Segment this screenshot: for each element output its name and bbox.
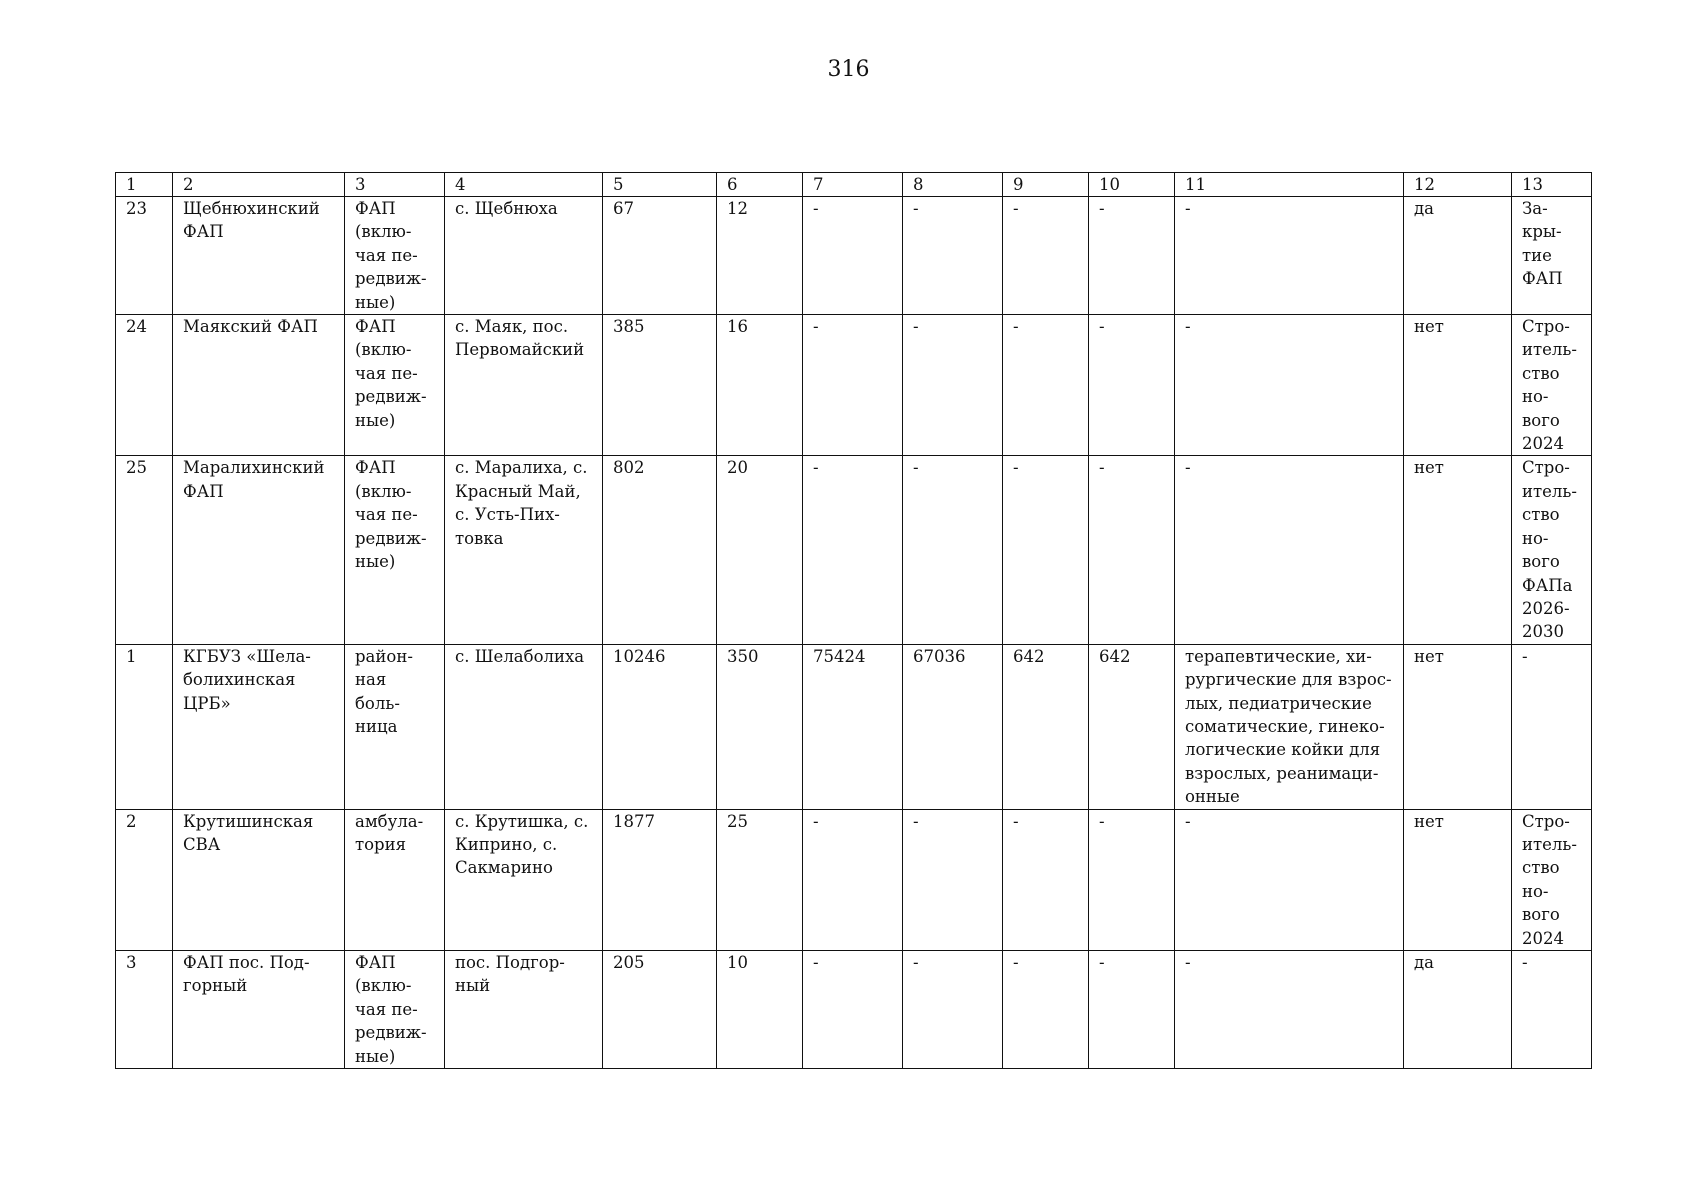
table-cell-col-8: [903, 644, 1003, 809]
table-row: [116, 315, 1592, 456]
cell-text-line: болихинская: [183, 670, 296, 690]
cell-text-line: ство: [1522, 505, 1560, 525]
cell-text-line: 1: [126, 646, 137, 666]
table-cell-col-8: [903, 951, 1003, 1069]
cell-text-line: район-: [355, 646, 413, 666]
table-cell-col-10: [1089, 197, 1175, 315]
cell-text-line: -: [1013, 953, 1019, 972]
cell-text-line: Красный Май,: [455, 481, 581, 501]
cell-text-line: Маралихинский: [183, 458, 325, 478]
cell-text-line: чая пе-: [355, 363, 418, 383]
cell-text-line: 25: [727, 811, 748, 831]
cell-text-line: с. Усть-Пих-: [455, 505, 560, 525]
cell-text-line: но-: [1522, 528, 1549, 548]
table-cell-col-9: [1003, 644, 1089, 809]
cell-text-line: ФАП пос. Под-: [183, 953, 310, 972]
table-cell-col-8: [903, 197, 1003, 315]
cell-text-line: 2: [126, 811, 137, 831]
cell-text-line: (вклю-: [355, 976, 412, 996]
table-row: [116, 951, 1592, 1069]
header-cell-12: 12: [1404, 173, 1512, 197]
table-cell-col-11: [1175, 951, 1404, 1069]
cell-text-line: амбула-: [355, 811, 424, 831]
table-cell-col-13: [1512, 644, 1592, 809]
table-cell-col-3: [345, 456, 445, 644]
header-cell-2: 2: [173, 173, 345, 197]
header-cell-10: 10: [1089, 173, 1175, 197]
table-row: [116, 809, 1592, 950]
cell-text-line: Стро-: [1522, 458, 1570, 478]
table-cell-col-13: [1512, 809, 1592, 950]
table-cell-col-13: [1512, 951, 1592, 1069]
table-cell-col-11: [1175, 315, 1404, 456]
table-cell-col-2: [173, 197, 345, 315]
cell-text-line: ФАП: [355, 458, 396, 478]
table-cell-col-5: [603, 197, 717, 315]
cell-text-line: 10: [727, 953, 748, 972]
cell-text-line: -: [1185, 811, 1191, 831]
table-cell-col-9: [1003, 315, 1089, 456]
cell-text-line: но-: [1522, 881, 1549, 901]
table-cell-col-1: [116, 951, 173, 1069]
cell-text-line: -: [813, 811, 819, 831]
cell-text-line: -: [1185, 317, 1191, 337]
cell-text-line: ная: [355, 670, 387, 690]
table-cell-col-1: [116, 809, 173, 950]
table-cell-col-11: [1175, 456, 1404, 644]
table-cell-col-9: [1003, 197, 1089, 315]
header-cell-7: 7: [803, 173, 903, 197]
table-cell-col-7: [803, 315, 903, 456]
cell-text-line: вого: [1522, 552, 1560, 572]
cell-text-line: ФАП: [355, 953, 396, 972]
table-cell-col-4: [445, 951, 603, 1069]
table-cell-col-1: [116, 456, 173, 644]
header-cell-1: 1: [116, 173, 173, 197]
cell-text-line: с. Маралиха, с.: [455, 458, 588, 478]
cell-text-line: 385: [613, 317, 645, 337]
cell-text-line: кры-: [1522, 222, 1562, 242]
cell-text-line: нет: [1414, 646, 1444, 666]
cell-text-line: чая пе-: [355, 245, 418, 265]
cell-text-line: -: [913, 811, 919, 831]
cell-text-line: тие: [1522, 245, 1552, 265]
cell-text-line: чая пе-: [355, 505, 418, 525]
cell-text-line: с. Шелаболиха: [455, 646, 585, 666]
cell-text-line: 12: [727, 199, 748, 218]
cell-text-line: ФАП: [355, 317, 396, 337]
cell-text-line: Киприно, с.: [455, 834, 558, 854]
cell-text-line: -: [1185, 458, 1191, 478]
cell-text-line: редвиж-: [355, 1023, 427, 1043]
cell-text-line: 10246: [613, 646, 666, 666]
cell-text-line: -: [813, 199, 819, 218]
cell-text-line: ница: [355, 716, 398, 736]
table-cell-col-3: [345, 197, 445, 315]
cell-text-line: но-: [1522, 387, 1549, 407]
table-cell-col-10: [1089, 315, 1175, 456]
table-cell-col-3: [345, 809, 445, 950]
cell-text-line: с. Щебнюха: [455, 199, 558, 218]
cell-text-line: -: [1522, 646, 1528, 666]
cell-text-line: лых, педиатрические: [1185, 693, 1372, 713]
table-cell-col-13: [1512, 315, 1592, 456]
table-cell-col-8: [903, 809, 1003, 950]
cell-text-line: 75424: [813, 646, 866, 666]
table-cell-col-12: [1404, 951, 1512, 1069]
cell-text-line: Первомайский: [455, 340, 585, 360]
cell-text-line: -: [913, 199, 919, 218]
table-cell-col-11: [1175, 197, 1404, 315]
cell-text-line: ные): [355, 1046, 396, 1066]
table-cell-col-1: [116, 197, 173, 315]
cell-text-line: с. Крутишка, с.: [455, 811, 589, 831]
cell-text-line: тория: [355, 834, 407, 854]
cell-text-line: товка: [455, 528, 504, 548]
cell-text-line: 2030: [1522, 622, 1564, 642]
table-cell-col-2: [173, 456, 345, 644]
cell-text-line: онные: [1185, 787, 1240, 807]
cell-text-line: 1877: [613, 811, 655, 831]
cell-text-line: чая пе-: [355, 999, 418, 1019]
cell-text-line: ФАП: [355, 199, 396, 218]
table-cell-col-1: [116, 315, 173, 456]
cell-text-line: нет: [1414, 317, 1444, 337]
cell-text-line: итель-: [1522, 834, 1577, 854]
table-cell-col-5: [603, 456, 717, 644]
header-cell-5: 5: [603, 173, 717, 197]
table-cell-col-5: [603, 951, 717, 1069]
cell-text-line: -: [1013, 458, 1019, 478]
table-cell-col-2: [173, 809, 345, 950]
cell-text-line: -: [1013, 811, 1019, 831]
cell-text-line: 67: [613, 199, 634, 218]
header-cell-4: 4: [445, 173, 603, 197]
table-cell-col-5: [603, 644, 717, 809]
cell-text-line: ЦРБ»: [183, 693, 231, 713]
cell-text-line: -: [1099, 199, 1105, 218]
table-body: [116, 173, 1592, 1069]
cell-text-line: 23: [126, 199, 147, 218]
cell-text-line: ФАП: [183, 481, 224, 501]
cell-text-line: Щебнюхинский: [183, 199, 320, 218]
cell-text-line: боль-: [355, 693, 400, 713]
cell-text-line: 2024: [1522, 928, 1564, 948]
cell-text-line: да: [1414, 199, 1434, 218]
table-cell-col-13: [1512, 456, 1592, 644]
cell-text-line: 350: [727, 646, 759, 666]
table-cell-col-6: [717, 315, 803, 456]
table-cell-col-11: [1175, 809, 1404, 950]
table-cell-col-12: [1404, 456, 1512, 644]
cell-text-line: СВА: [183, 834, 221, 854]
cell-text-line: редвиж-: [355, 269, 427, 289]
cell-text-line: -: [1099, 458, 1105, 478]
cell-text-line: итель-: [1522, 481, 1577, 501]
cell-text-line: 2026-: [1522, 598, 1570, 618]
header-cell-13: 13: [1512, 173, 1592, 197]
table-cell-col-9: [1003, 456, 1089, 644]
table-row: [116, 456, 1592, 644]
cell-text-line: -: [1013, 317, 1019, 337]
cell-text-line: (вклю-: [355, 340, 412, 360]
cell-text-line: За-: [1522, 199, 1548, 218]
table-cell-col-4: [445, 315, 603, 456]
table-cell-col-9: [1003, 951, 1089, 1069]
table-cell-col-3: [345, 951, 445, 1069]
table-cell-col-12: [1404, 644, 1512, 809]
cell-text-line: ный: [455, 976, 491, 996]
cell-text-line: Стро-: [1522, 317, 1570, 337]
cell-text-line: 67036: [913, 646, 966, 666]
cell-text-line: ные): [355, 552, 396, 572]
table-cell-col-10: [1089, 456, 1175, 644]
table-cell-col-6: [717, 809, 803, 950]
cell-text-line: -: [813, 953, 819, 972]
table-cell-col-5: [603, 809, 717, 950]
cell-text-line: вого: [1522, 905, 1560, 925]
table-cell-col-2: [173, 644, 345, 809]
table-cell-col-12: [1404, 809, 1512, 950]
cell-text-line: горный: [183, 976, 248, 996]
cell-text-line: 20: [727, 458, 748, 478]
header-cell-9: 9: [1003, 173, 1089, 197]
cell-text-line: КГБУЗ «Шела-: [183, 646, 311, 666]
table-cell-col-7: [803, 809, 903, 950]
table-cell-col-7: [803, 644, 903, 809]
cell-text-line: Маякский ФАП: [183, 317, 318, 337]
cell-text-line: -: [913, 458, 919, 478]
cell-text-line: -: [1522, 953, 1528, 972]
cell-text-line: -: [1185, 199, 1191, 218]
table-cell-col-4: [445, 809, 603, 950]
cell-text-line: соматические, гинеко-: [1185, 716, 1385, 736]
table-cell-col-6: [717, 197, 803, 315]
table-cell-col-13: [1512, 197, 1592, 315]
cell-text-line: -: [913, 317, 919, 337]
cell-text-line: пос. Подгор-: [455, 953, 565, 972]
table-cell-col-4: [445, 197, 603, 315]
table-cell-col-5: [603, 315, 717, 456]
table-cell-col-8: [903, 315, 1003, 456]
cell-text-line: (вклю-: [355, 222, 412, 242]
table-row: [116, 644, 1592, 809]
cell-text-line: 3: [126, 953, 137, 972]
cell-text-line: -: [1099, 953, 1105, 972]
cell-text-line: -: [1099, 811, 1105, 831]
table-cell-col-4: [445, 456, 603, 644]
cell-text-line: -: [1013, 199, 1019, 218]
table-cell-col-10: [1089, 644, 1175, 809]
cell-text-line: ФАП: [1522, 269, 1563, 289]
cell-text-line: 205: [613, 953, 645, 972]
header-cell-8: 8: [903, 173, 1003, 197]
header-cell-3: 3: [345, 173, 445, 197]
table-cell-col-2: [173, 951, 345, 1069]
cell-text-line: 16: [727, 317, 748, 337]
cell-text-line: итель-: [1522, 340, 1577, 360]
cell-text-line: нет: [1414, 458, 1444, 478]
table-cell-col-7: [803, 951, 903, 1069]
cell-text-line: Стро-: [1522, 811, 1570, 831]
cell-text-line: ФАП: [183, 222, 224, 242]
cell-text-line: ФАПа: [1522, 575, 1573, 595]
cell-text-line: 802: [613, 458, 645, 478]
cell-text-line: ные): [355, 292, 396, 312]
table-cell-col-9: [1003, 809, 1089, 950]
table-cell-col-4: [445, 644, 603, 809]
table-cell-col-7: [803, 456, 903, 644]
table-header-row: [116, 173, 1592, 197]
table-cell-col-2: [173, 315, 345, 456]
cell-text-line: с. Маяк, пос.: [455, 317, 569, 337]
table-cell-col-3: [345, 315, 445, 456]
table-cell-col-12: [1404, 197, 1512, 315]
cell-text-line: ство: [1522, 363, 1560, 383]
header-cell-6: 6: [717, 173, 803, 197]
table-cell-col-12: [1404, 315, 1512, 456]
table-cell-col-1: [116, 644, 173, 809]
cell-text-line: 24: [126, 317, 147, 337]
cell-text-line: редвиж-: [355, 387, 427, 407]
cell-text-line: логические койки для: [1185, 740, 1381, 760]
cell-text-line: взрослых, реанимаци-: [1185, 763, 1379, 783]
cell-text-line: ство: [1522, 858, 1560, 878]
cell-text-line: Сакмарино: [455, 858, 553, 878]
cell-text-line: нет: [1414, 811, 1444, 831]
table-cell-col-11: [1175, 644, 1404, 809]
cell-text-line: -: [913, 953, 919, 972]
table-cell-col-7: [803, 197, 903, 315]
table-cell-col-10: [1089, 951, 1175, 1069]
table-cell-col-10: [1089, 809, 1175, 950]
table-cell-col-3: [345, 644, 445, 809]
cell-text-line: редвиж-: [355, 528, 427, 548]
cell-text-line: -: [1099, 317, 1105, 337]
cell-text-line: терапевтические, хи-: [1185, 646, 1372, 666]
cell-text-line: да: [1414, 953, 1434, 972]
table-cell-col-6: [717, 456, 803, 644]
cell-text-line: 2024: [1522, 434, 1564, 454]
cell-text-line: рургические для взрос-: [1185, 670, 1392, 690]
cell-text-line: ные): [355, 410, 396, 430]
table-cell-col-6: [717, 951, 803, 1069]
cell-text-line: -: [813, 317, 819, 337]
cell-text-line: вого: [1522, 410, 1560, 430]
table-row: [116, 197, 1592, 315]
table-cell-col-6: [717, 644, 803, 809]
cell-text-line: Крутишинская: [183, 811, 314, 831]
cell-text-line: -: [1185, 953, 1191, 972]
cell-text-line: (вклю-: [355, 481, 412, 501]
header-cell-11: 11: [1175, 173, 1404, 197]
cell-text-line: -: [813, 458, 819, 478]
table-cell-col-8: [903, 456, 1003, 644]
page-number: 316: [827, 57, 870, 82]
cell-text-line: 642: [1013, 646, 1045, 666]
data-table: [115, 172, 1592, 1069]
cell-text-line: 642: [1099, 646, 1131, 666]
cell-text-line: 25: [126, 458, 147, 478]
